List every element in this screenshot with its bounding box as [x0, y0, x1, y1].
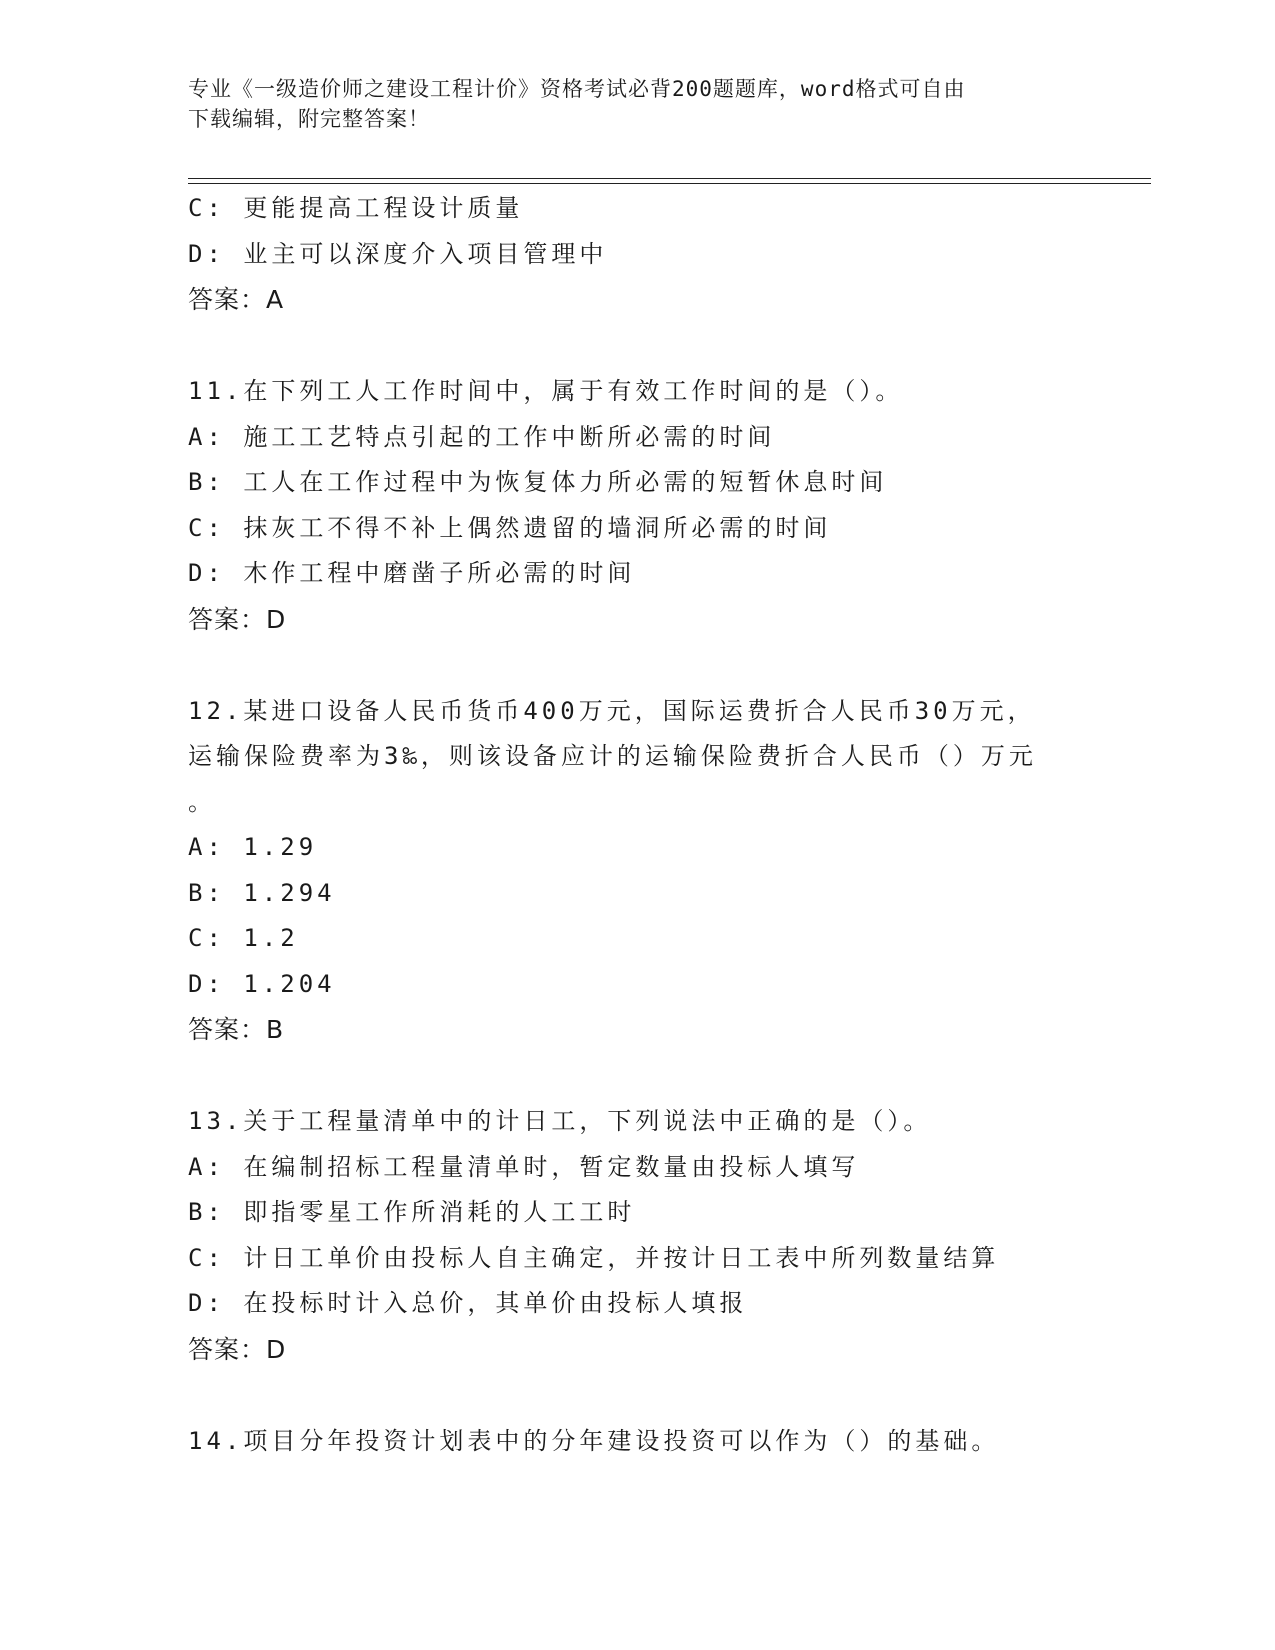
option-a: A: 施工工艺特点引起的工作中断所必需的时间: [188, 422, 776, 451]
option-b: B: 工人在工作过程中为恢复体力所必需的短暂休息时间: [188, 468, 888, 496]
answer-label: 答案：B: [188, 1015, 285, 1044]
answer-label: 答案：A: [188, 285, 285, 314]
question-list: [188, 186, 1148, 1464]
question-10-tail: [188, 186, 1148, 323]
answer-label: 答案：D: [188, 604, 287, 634]
question-13: [188, 1099, 1148, 1373]
option-a: A: 1.29: [188, 833, 318, 861]
option-c: C: 更能提高工程设计质量: [188, 194, 524, 222]
question-text: 13.关于工程量清单中的计日工，下列说法中正确的是（）。: [188, 1107, 932, 1135]
spacer: [188, 643, 1148, 689]
question-text: 11.在下列工人工作时间中，属于有效工作时间的是（）。: [188, 377, 904, 405]
option-a: A: 在编制招标工程量清单时，暂定数量由投标人填写: [188, 1152, 860, 1181]
question-11: [188, 369, 1148, 643]
spacer: [188, 323, 1148, 369]
header-line-1: 专业《一级造价师之建设工程计价》资格考试必背200题题库，word格式可自由: [188, 77, 966, 101]
spacer: [188, 1053, 1148, 1099]
option-d: D: 在投标时计入总价，其单价由投标人填报: [188, 1289, 748, 1317]
option-c: C: 计日工单价由投标人自主确定，并按计日工表中所列数量结算: [188, 1243, 1000, 1272]
option-d: D: 1.204: [188, 969, 336, 998]
option-d: D: 业主可以深度介入项目管理中: [188, 239, 608, 268]
header-line-2: 下载编辑，附完整答案！: [188, 107, 430, 131]
option-c: C: 1.2: [188, 924, 299, 952]
option-c: C: 抹灰工不得不补上偶然遗留的墙洞所必需的时间: [188, 513, 832, 542]
option-b: B: 即指零星工作所消耗的人工工时: [188, 1198, 636, 1226]
question-text-line-2: 运输保险费率为3‰，则该设备应计的运输保险费折合人民币（）万元: [188, 742, 1037, 770]
question-text-line-3: 。: [188, 787, 216, 816]
question-text-line-1: 12.某进口设备人民币货币400万元，国际运费折合人民币30万元，: [188, 696, 1036, 725]
answer-label: 答案：D: [188, 1334, 287, 1364]
option-d: D: 木作工程中磨凿子所必需的时间: [188, 559, 636, 587]
header-divider: [188, 178, 1151, 184]
spacer: [188, 1373, 1148, 1419]
question-text: 14.项目分年投资计划表中的分年建设投资可以作为（）的基础。: [188, 1426, 1000, 1455]
option-b: B: 1.294: [188, 878, 336, 907]
document-header: [188, 74, 1088, 134]
question-12: [188, 689, 1148, 1054]
question-14: [188, 1419, 1148, 1465]
